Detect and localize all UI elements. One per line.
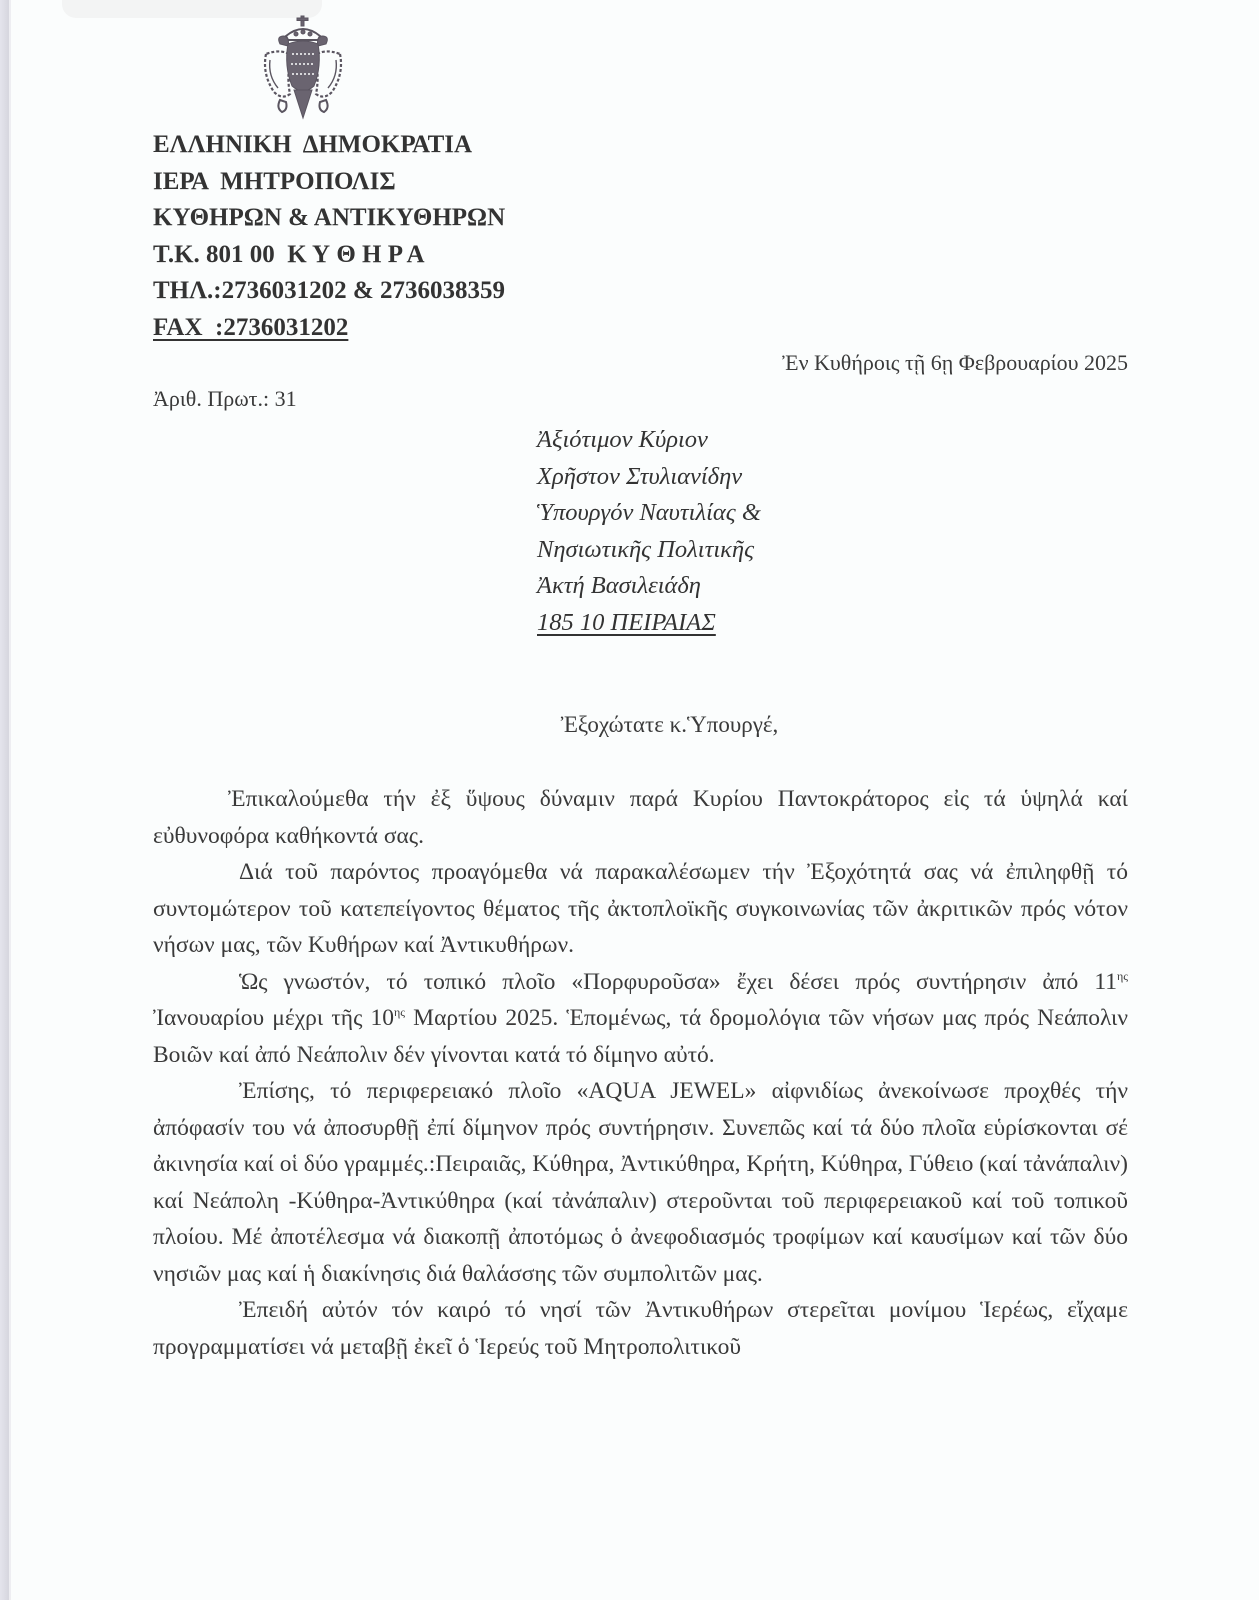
letterhead-country: ΕΛΛΗΝΙΚΗ ΔΗΜΟΚΡΑΤΙΑ [153,131,473,158]
protocol-number: Ἀριθ. Πρωτ.: 31 [153,386,297,411]
viewer-left-edge [0,0,11,1600]
ordinal-suffix: ης [394,1005,406,1019]
recipient-line-4: Νησιωτικῆς Πολιτικῆς [537,535,755,563]
paragraph-4: Ἐπίσης, τό περιφερειακό πλοῖο «AQUA JEWEL» αἰφνιδίως ἀνεκοίνωσε προχθές τήν ἀπόφασίν του νά ἀποσυρθῇ ἐπί δίμηνον πρός συντήρησιν. Συνεπῶς καί τά δύο πλοῖα εὑρίσκονται σέ ἀκινησία καί οἱ δύο γραμμές.:Πειραιᾶς, Κύθηρα, Ἀντικύθηρα, Κρήτη, Κύθηρα, Γύθειο (καί τἀνάπαλιν) καί Νεάπολη -Κύθηρα-Ἀντικύθηρα (καί τἀνάπαλιν) στεροῦνται τοῦ περιφερειακοῦ καί τοῦ τοπικοῦ πλοίου. Μέ ἀποτέλεσμα νά διακοπῇ ἀποτόμως ὁ ἀνεφοδιασμός τροφίμων καί καυσίμων καί τῶν δύο νησιῶν μας καί ἡ διακίνησις διά θαλάσσης τῶν συμπολιτῶν μας. [153,1078,1128,1287]
double-headed-eagle-emblem [258,14,348,126]
paragraph-2: Διά τοῦ παρόντος προαγόμεθα νά παρακαλέσωμεν τήν Ἐξοχότητά σας νά ἐπιληφθῇ τό συντομώτερον τοῦ κατεπείγοντος θέματος τῆς ἀκτοπλοϊκῆς συγκοινωνίας τῶν ἀκριτικῶν πρός νότον νήσων μας, τῶν Κυθήρων καί Ἀντικυθήρων. [153,859,1128,958]
ordinal-suffix: ης [1116,968,1128,983]
letterhead-diocese: ΚΥΘΗΡΩΝ & ΑΝΤΙΚΥΘΗΡΩΝ [153,204,506,231]
letterhead-metropolis: ΙΕΡΑ ΜΗΤΡΟΠΟΛΙΣ [153,167,396,195]
letterhead-phone: ΤΗΛ.:2736031202 & 2736038359 [153,277,505,304]
paragraph-5: Ἐπειδή αὐτόν τόν καιρό τό νησί τῶν Ἀντικυθήρων στερεῖται μονίμου Ἱερέως, εἴχαμε προγραμματίσει νά μεταβῇ ἐκεῖ ὁ Ἱερεύς τοῦ Μητροπολιτικοῦ [153,1297,1128,1360]
recipient-city: 185 10 ΠΕΙΡΑΙΑΣ [537,608,716,636]
recipient-address [537,422,761,642]
recipient-line-2: Χρῆστον Στυλιανίδην [537,462,743,490]
salutation: Ἐξοχώτατε κ.Ὑπουργέ, [560,712,779,737]
letterhead-postcode: Τ.Κ. 801 00 Κ Υ Θ Η Ρ Α [153,240,425,268]
letter-body [153,781,1128,1365]
paragraph-3-part-a: Ὡς γνωστόν, τό τοπικό πλοῖο «Πορφυροῦσα» ἔχει δέσει πρός συντήρησιν ἀπό 11 [239,968,1117,995]
paragraph-3-part-b: Ἰανουαρίου μέχρι τῆς 10 [153,1005,395,1031]
letterhead-fax: FAX :2736031202 [153,313,349,341]
recipient-line-1: Ἀξιότιμον Κύριον [537,426,708,453]
date-line: Ἐν Κυθήροις τῇ 6ῃ Φεβρουαρίου 2025 [782,350,1128,375]
paragraph-3 [153,964,1128,1074]
paragraph-1: Ἐπικαλούμεθα τήν ἐξ ὕψους δύναμιν παρά Κυρίου Παντοκράτορος εἰς τά ὑψηλά καί εὐθυνοφόρα καθήκοντά σας. [153,786,1128,849]
letterhead [153,127,505,346]
recipient-line-5: Ἀκτή Βασιλειάδη [537,572,701,600]
recipient-line-3: Ὑπουργόν Ναυτιλίας & [537,499,761,527]
paragraph-3-part-c: Μαρτίου 2025. Ἑπομένως, τά δρομολόγια τῶν νήσων μας πρός Νεάπολιν Βοιῶν καί ἀπό Νεάπολιν δέν γίνονται κατά τό δίμηνο αὐτό. [153,1005,1128,1068]
